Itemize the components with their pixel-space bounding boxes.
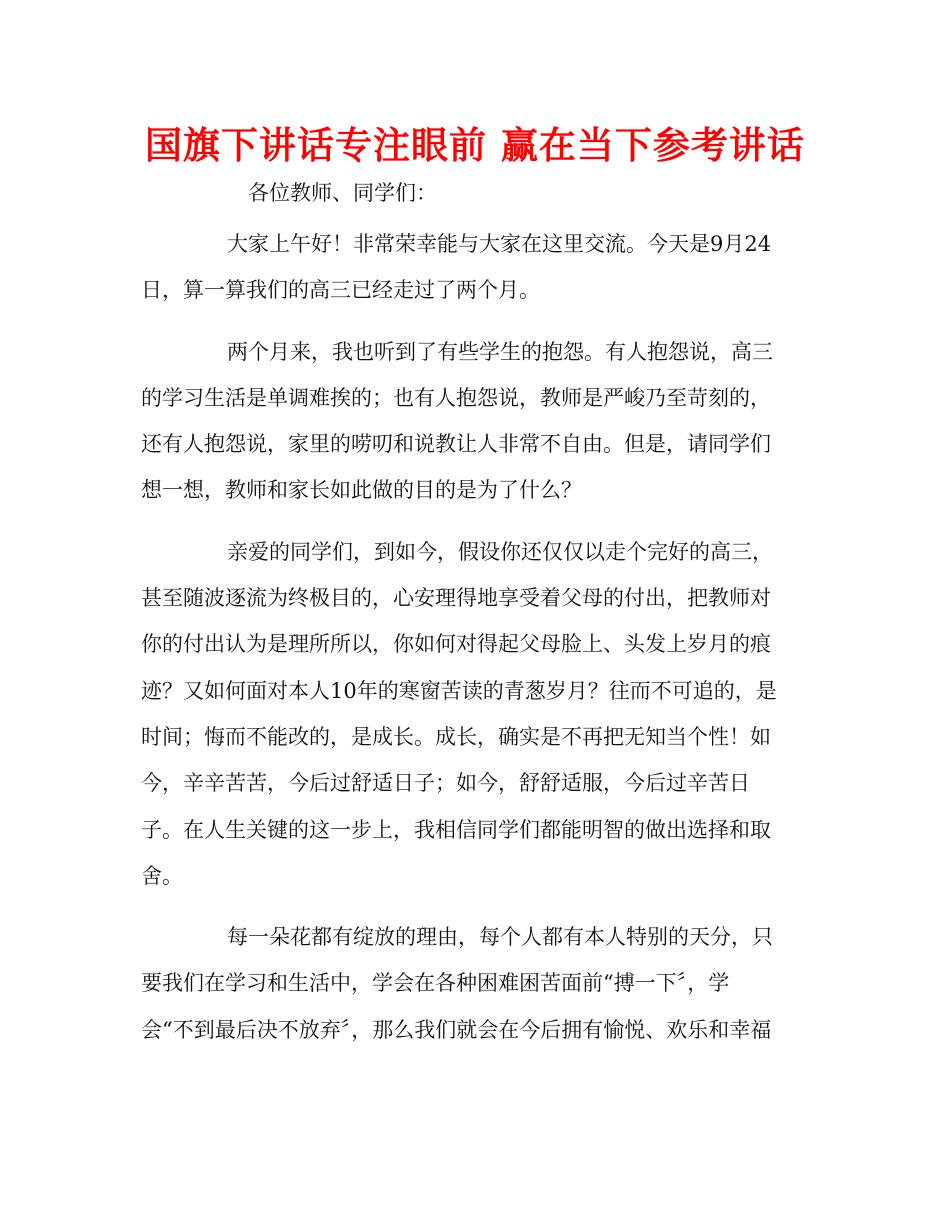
paragraph-2 xyxy=(141,329,806,514)
paragraph-1 xyxy=(141,221,806,314)
paragraph-line: 还有人抱怨说，家里的唠叨和说教让人非常不自由。但是，请同学们 xyxy=(141,432,771,457)
paragraph-3 xyxy=(141,529,806,899)
paragraph-line: 亲爱的同学们，到如今，假设你还仅仅以走个完好的高三， xyxy=(227,539,773,564)
paragraph-line: 时间；悔而不能改的，是成长。成长，确实是不再把无知当个性！如 xyxy=(141,724,771,749)
paragraph-line: 每一朵花都有绽放的理由，每个人都有本人特别的天分，只 xyxy=(227,925,773,950)
paragraph-line: 你的付出认为是理所所以，你如何对得起父母脸上、头发上岁月的痕 xyxy=(141,632,771,657)
paragraph-line: 子。在人生关键的这一步上，我相信同学们都能明智的做出选择和取 xyxy=(141,817,771,842)
paragraph-line: 大家上午好！非常荣幸能与大家在这里交流。今天是9月24 xyxy=(227,232,772,256)
paragraph-line: 的学习生活是单调难挨的；也有人抱怨说，教师是严峻乃至苛刻的， xyxy=(141,385,771,410)
paragraph-line: 要我们在学习和生活中，学会在各种困难困苦面前“搏一下〞，学 xyxy=(141,971,730,996)
paragraph-line: 舍。 xyxy=(141,863,183,888)
paragraph-line: 今，辛辛苦苦，今后过舒适日子；如今，舒舒适服，今后过辛苦日 xyxy=(141,771,750,796)
document-body xyxy=(141,221,806,1068)
page-title: 国旗下讲话专注眼前 赢在当下参考讲话 xyxy=(145,124,805,167)
paragraph-line: 想一想，教师和家长如此做的目的是为了什么？ xyxy=(141,478,582,503)
paragraph-line: 甚至随波逐流为终极目的，心安理得地享受着父母的付出，把教师对 xyxy=(141,586,771,611)
paragraph-line: 日，算一算我们的高三已经走过了两个月。 xyxy=(141,278,540,303)
salutation: 各位教师、同学们： xyxy=(248,181,437,205)
paragraph-4 xyxy=(141,914,806,1053)
paragraph-line: 会“不到最后决不放弃〞，那么我们就会在今后拥有愉悦、欢乐和幸福 xyxy=(141,1017,772,1042)
paragraph-line: 迹？又如何面对本人10年的寒窗苦读的青葱岁月？往而不可追的，是 xyxy=(141,678,777,703)
paragraph-line: 两个月来，我也听到了有些学生的抱怨。有人抱怨说，高三 xyxy=(227,339,773,364)
